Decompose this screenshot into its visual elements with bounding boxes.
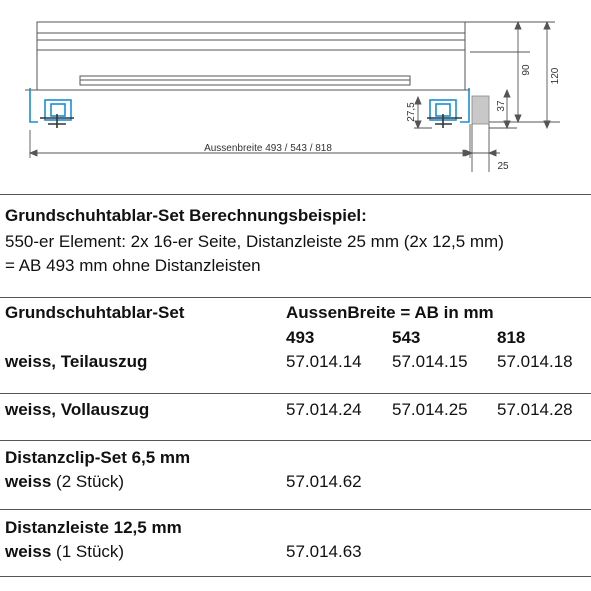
table-cell: 57.014.18 bbox=[497, 352, 573, 371]
leiste-qty: (1 Stück) bbox=[56, 542, 125, 561]
table-cell: 57.014.14 bbox=[286, 352, 362, 371]
divider-row-1 bbox=[0, 393, 591, 394]
row-label-vollauszug: weiss, Vollauszug bbox=[5, 400, 150, 419]
example-title: Grundschuhtablar-Set Berechnungsbeispiel: bbox=[5, 206, 367, 225]
table-cell: 57.014.24 bbox=[286, 400, 362, 419]
table-header-product: Grundschuhtablar-Set bbox=[5, 303, 185, 322]
column-header-543: 543 bbox=[392, 328, 421, 347]
table-header-width: AussenBreite = AB in mm bbox=[286, 303, 494, 322]
width-dimension-label: Aussenbreite 493 / 543 / 818 bbox=[204, 143, 332, 154]
clip-row bbox=[5, 472, 124, 492]
leiste-label: weiss bbox=[5, 542, 52, 561]
leiste-value: 57.014.63 bbox=[286, 542, 362, 561]
height-120-label: 120 bbox=[550, 67, 561, 85]
technical-drawing bbox=[0, 0, 591, 180]
divider-row-3 bbox=[0, 509, 591, 510]
right-runner-profile bbox=[427, 88, 469, 128]
spacer-strip bbox=[472, 96, 489, 124]
table-cell: 57.014.28 bbox=[497, 400, 573, 419]
example-line-1: 550-er Element: 2x 16-er Seite, Distanzleiste 25 mm (2x 12,5 mm) bbox=[5, 232, 504, 251]
divider-bottom bbox=[0, 576, 591, 577]
column-header-818: 818 bbox=[497, 328, 526, 347]
divider-table-top bbox=[0, 297, 591, 298]
clip-title: Distanzclip-Set 6,5 mm bbox=[5, 448, 191, 467]
height-27-5-label: 27,5 bbox=[406, 102, 417, 122]
row-label-teilauszug: weiss, Teilauszug bbox=[5, 352, 148, 371]
height-37-label: 37 bbox=[496, 100, 507, 112]
left-runner-profile bbox=[30, 88, 74, 128]
example-line-2: = AB 493 mm ohne Distanzleisten bbox=[5, 256, 261, 275]
divider-row-2 bbox=[0, 440, 591, 441]
clip-value: 57.014.62 bbox=[286, 472, 362, 491]
leiste-row bbox=[5, 542, 124, 562]
shelf-drawing bbox=[25, 22, 555, 90]
table-cell: 57.014.15 bbox=[392, 352, 468, 371]
clip-label: weiss bbox=[5, 472, 52, 491]
height-90-label: 90 bbox=[521, 64, 532, 76]
clip-qty: (2 Stück) bbox=[56, 472, 125, 491]
spacer-25-label: 25 bbox=[497, 161, 509, 172]
column-header-493: 493 bbox=[286, 328, 315, 347]
leiste-title: Distanzleiste 12,5 mm bbox=[5, 518, 182, 537]
divider-top bbox=[0, 194, 591, 195]
table-cell: 57.014.25 bbox=[392, 400, 468, 419]
